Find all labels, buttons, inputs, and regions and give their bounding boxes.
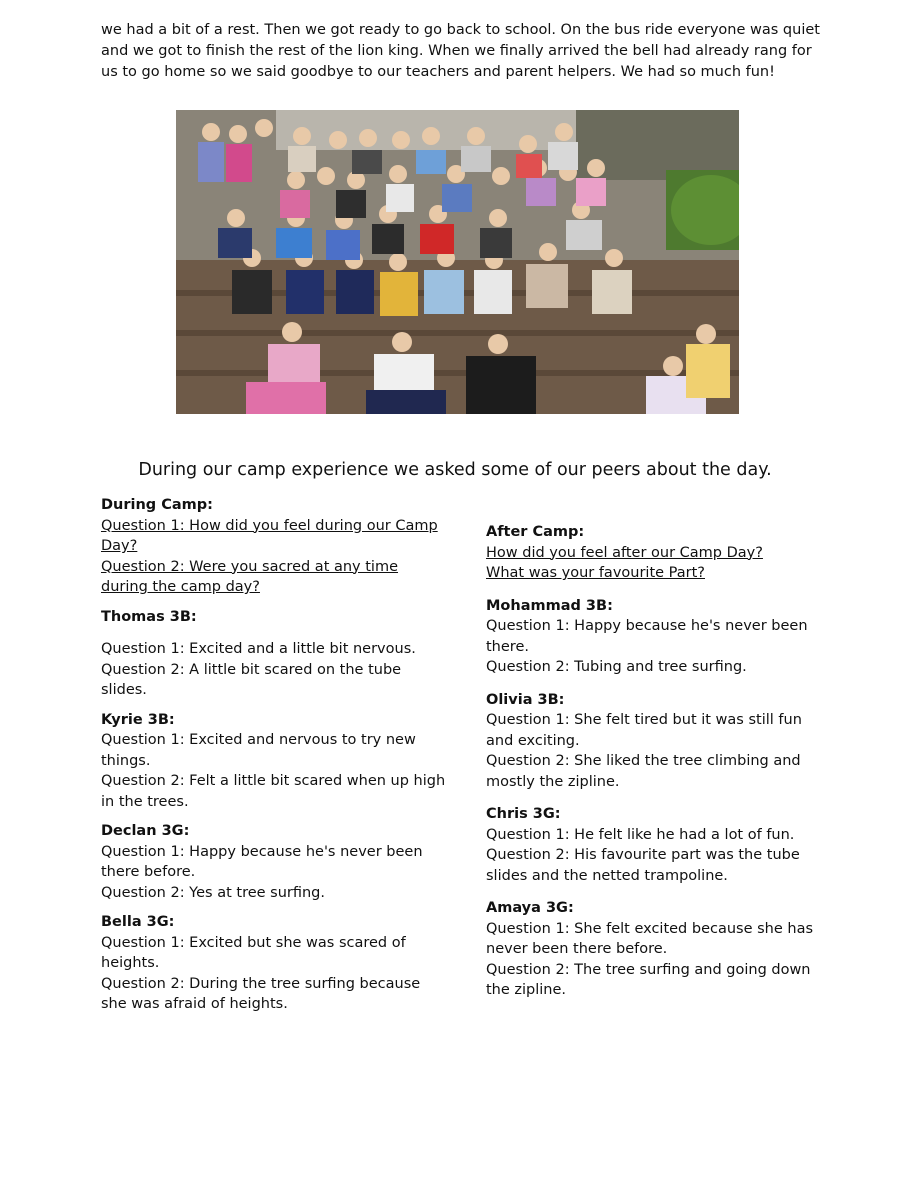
response-answer-1: Question 1: Excited and nervous to try new things. bbox=[101, 732, 416, 769]
after-camp-section bbox=[486, 522, 826, 1001]
respondent-name: Bella 3G: bbox=[101, 914, 175, 930]
response-kyrie bbox=[101, 710, 446, 813]
response-answer-1: Question 1: Excited and a little bit nervous. bbox=[101, 641, 416, 657]
response-answer-2: Question 2: His favourite part was the tube slides and the netted trampoline. bbox=[486, 847, 800, 884]
respondent-name: Thomas 3B: bbox=[101, 608, 197, 625]
response-bella bbox=[101, 912, 446, 1015]
after-camp-title: After Camp: bbox=[486, 524, 585, 540]
during-camp-title: During Camp: bbox=[101, 497, 213, 513]
respondent-name: Chris 3G: bbox=[486, 806, 561, 822]
respondent-name: Declan 3G: bbox=[101, 823, 190, 839]
response-answer-2: Question 2: A little bit scared on the tube slides. bbox=[101, 661, 402, 698]
after-camp-question-2: What was your favourite Part? bbox=[486, 565, 705, 581]
response-chris bbox=[486, 804, 826, 886]
respondent-name: Olivia 3B: bbox=[486, 691, 565, 708]
respondent-name: Amaya 3G: bbox=[486, 900, 574, 916]
respondent-name: Mohammad 3B: bbox=[486, 597, 613, 614]
during-camp-section bbox=[101, 495, 446, 1015]
response-answer-1: Question 1: Excited but she was scared of heights. bbox=[101, 934, 406, 971]
response-answer-2: Question 2: Felt a little bit scared when up high in the trees. bbox=[101, 773, 446, 810]
after-camp-question-1: How did you feel after our Camp Day? bbox=[486, 544, 763, 561]
response-amaya bbox=[486, 898, 826, 1001]
during-camp-question-1: Question 1: How did you feel during our Camp Day? bbox=[101, 517, 438, 554]
response-answer-1: Question 1: She felt tired but it was still fun and exciting. bbox=[486, 712, 802, 749]
intro-paragraph: we had a bit of a rest. Then we got ready to go back to school. On the bus ride everyone was quiet and we got to finish the rest of the lion king. When we finally arrived the bell had already rang for us to go home so we said goodbye to our teachers and parent helpers. We had so much fun! bbox=[101, 22, 820, 80]
survey-heading: During our camp experience we asked some of our peers about the day. bbox=[138, 460, 772, 480]
response-mohammad bbox=[486, 596, 826, 678]
response-answer-1: Question 1: She felt excited because she has never been there before. bbox=[486, 920, 814, 957]
response-answer-1: Question 1: Happy because he's never been there. bbox=[486, 618, 808, 655]
response-answer-2: Question 2: The tree surfing and going down the zipline. bbox=[486, 961, 811, 998]
response-answer-1: Question 1: He felt like he had a lot of fun. bbox=[486, 826, 795, 843]
response-answer-2: Question 2: She liked the tree climbing and mostly the zipline. bbox=[486, 753, 801, 790]
response-answer-2: Question 2: During the tree surfing because she was afraid of heights. bbox=[101, 975, 421, 1012]
response-answer-2: Question 2: Yes at tree surfing. bbox=[101, 884, 325, 901]
response-declan bbox=[101, 821, 446, 903]
during-camp-question-2: Question 2: Were you sacred at any time during the camp day? bbox=[101, 558, 399, 595]
response-olivia bbox=[486, 690, 826, 793]
response-answer-2: Question 2: Tubing and tree surfing. bbox=[486, 659, 747, 675]
response-answer-1: Question 1: Happy because he's never been there before. bbox=[101, 843, 423, 880]
response-thomas bbox=[101, 607, 446, 701]
respondent-name: Kyrie 3B: bbox=[101, 711, 175, 728]
group-photo bbox=[176, 110, 739, 414]
